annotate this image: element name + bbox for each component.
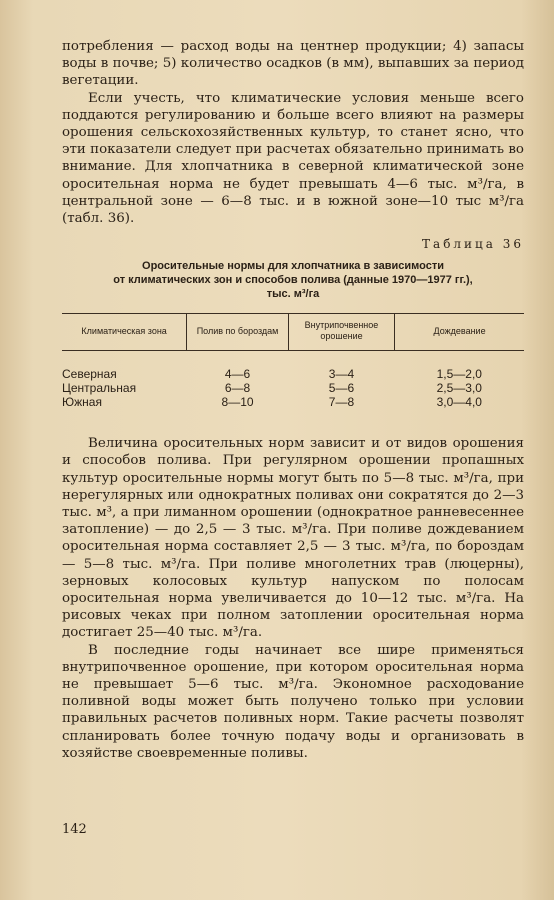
table-row [62, 351, 524, 382]
table-cell: 2,5—3,0 [436, 381, 482, 396]
header-furrow: Полив по бороздам [187, 314, 289, 351]
table-cell: 4—6 [224, 367, 251, 382]
paragraph-3: Величина оросительных норм зависит и от видов орошения и способов полива. При регулярном орошении пропашных культур оросительные нормы могут быть по 5—8 тыс. м³/га, при нерегулярных или однократных поливах они сократятся до 2—3 тыс. м³, а при лиманном орошении (однократное ранневесеннее затопление) — до 2,5 — 3 тыс. м³/га. При поливе дождеванием оросительная норма составляет 2,5 — 3 тыс. м³/га, по бороздам — 5—8 тыс. м³/га. При поливе многолетних трав (люцерны), зерновых колосовых культур напуском по полосам оросительная норма увеличивается до 10—12 тыс. м³/га. На рисовых чеках при полном затоплении оросительная норма достигает 25—40 тыс. м³/га. [62, 436, 524, 641]
table-label: Таблица 36 [422, 237, 524, 252]
table-cell: 3—4 [328, 367, 355, 382]
table-title-line-2: от климатических зон и способов полива (данные 1970—1977 гг.), [113, 274, 473, 287]
table-cell: 1,5—2,0 [436, 367, 482, 382]
paragraph-1: потребления — расход воды на центнер продукции; 4) запасы воды в почве; 5) количество осадков (в мм), выпавших за период вегетации. [62, 39, 524, 89]
table-cell: Северная [62, 367, 117, 382]
page-number: 142 [62, 822, 87, 837]
header-subsurface: Внутрипочвенное орошение [288, 314, 394, 351]
header-sprinkling: Дождевание [395, 314, 524, 351]
table-cell: 7—8 [328, 395, 355, 410]
table-cell: Центральная [62, 381, 137, 396]
table-cell: 3,0—4,0 [436, 395, 482, 410]
table-row [62, 395, 524, 415]
irrigation-norms-table [62, 313, 524, 415]
table-cell: 6—8 [224, 381, 251, 396]
table-cell: Южная [62, 395, 102, 410]
table-cell: 5—6 [328, 381, 355, 396]
table-row [62, 381, 524, 395]
table-header-row [62, 314, 524, 351]
body-text-continued [62, 435, 524, 762]
paragraph-4: В последние годы начинает все шире применяться внутрипочвенное орошение, при котором оросительная норма не превышает 5—6 тыс. м³/га. Экономное расходование поливной воды может быть получено только при условии правильных расчетов поливных норм. Такие расчеты позволят спланировать более точную подачу воды и организовать в хозяйстве своевременные поливы. [62, 642, 524, 761]
body-text [62, 38, 524, 227]
header-zone: Климатическая зона [62, 314, 187, 351]
table-title-line-1: Оросительные нормы для хлопчатника в зависимости [142, 260, 444, 273]
table-cell: 8—10 [221, 395, 254, 410]
paragraph-2: Если учесть, что климатические условия меньше всего поддаются регулированию и больше всего влияют на размеры орошения сельскохозяйственных культур, то станет ясно, что эти показатели следует при расчетах обязательно принимать во внимание. Для хлопчатника в северной климатической зоне оросительная норма не будет превышать 4—6 тыс. м³/га, в центральной зоне — 6—8 тыс. и в южной зоне—10 тыс м³/га (табл. 36). [62, 90, 524, 227]
table-title [62, 259, 524, 301]
table-title-line-3: тыс. м³/га [266, 288, 320, 301]
